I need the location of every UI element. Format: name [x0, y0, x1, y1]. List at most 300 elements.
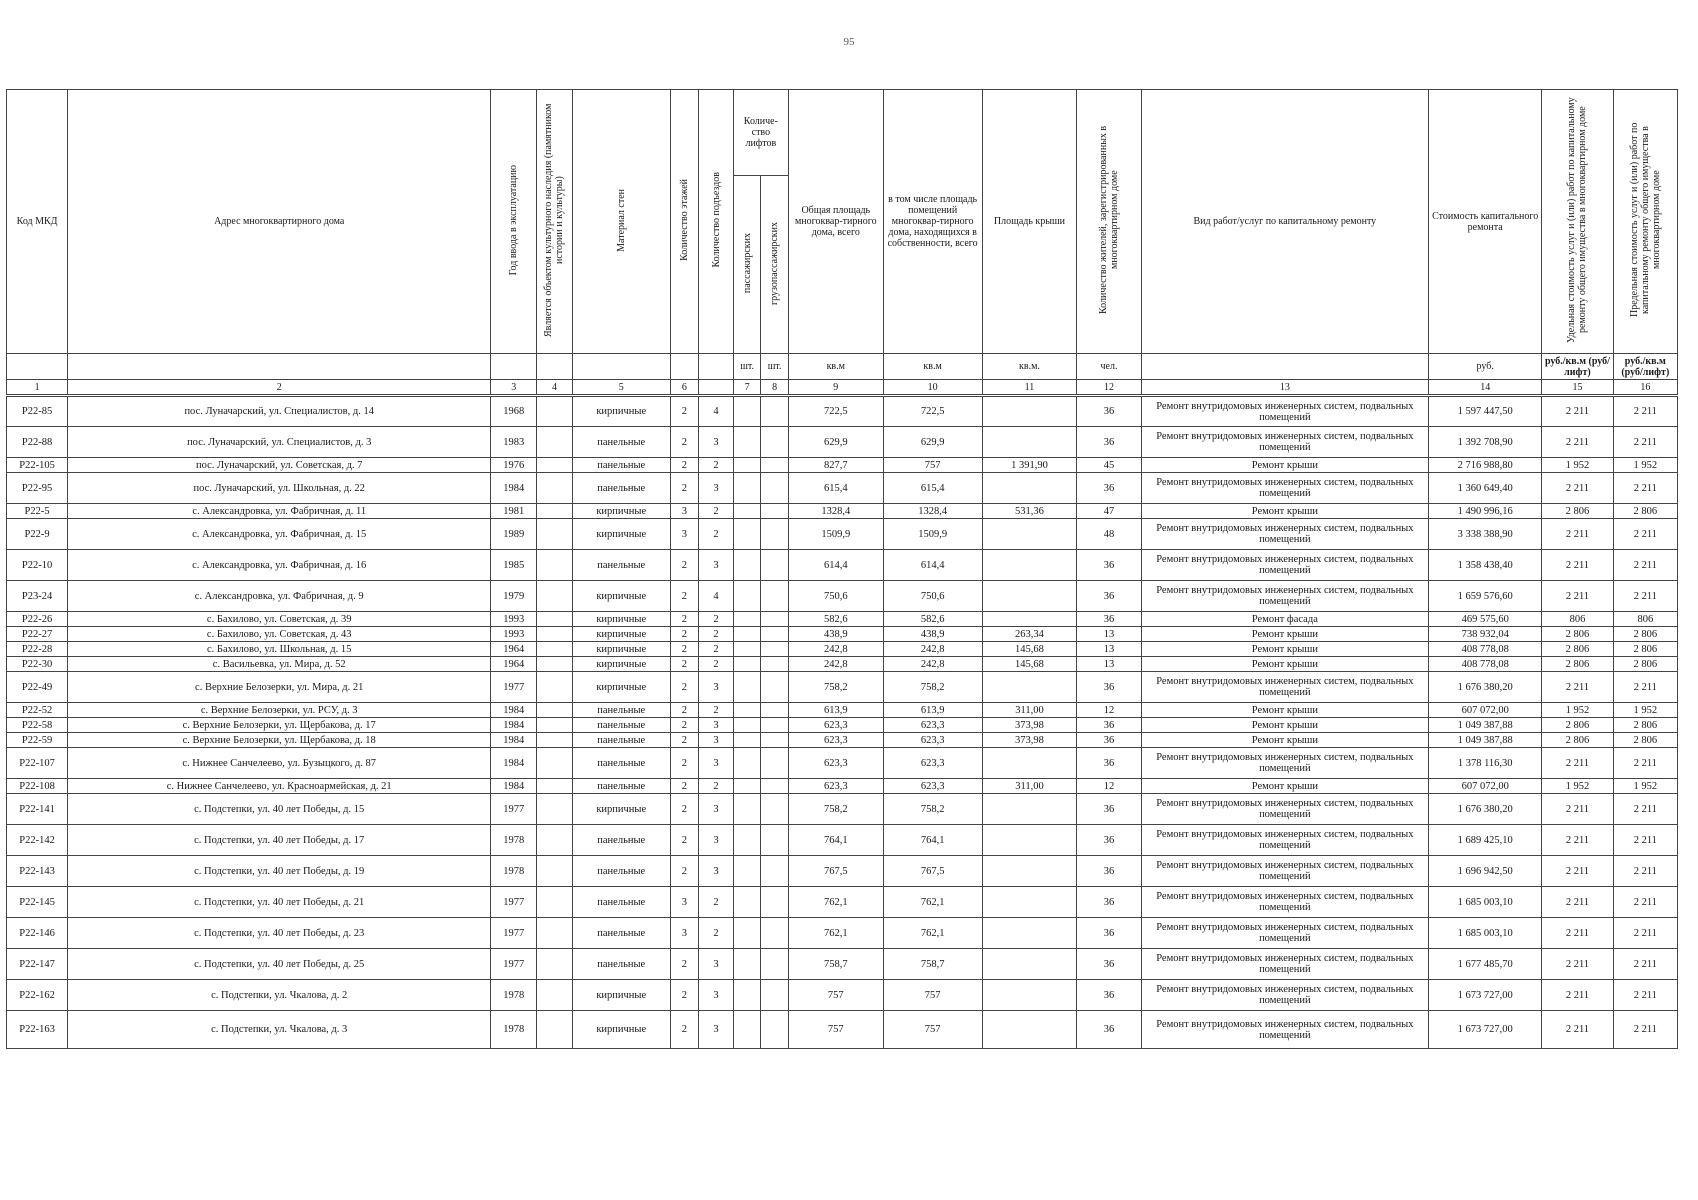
cell-cost: 607 072,00: [1429, 703, 1542, 718]
cell-address: пос. Луначарский, ул. Специалистов, д. 14: [68, 396, 491, 427]
table-row: [7, 980, 1678, 1011]
cell-code: Р22-147: [7, 949, 68, 980]
cell-residents: 12: [1077, 779, 1141, 794]
cell-unit-cost: 2 211: [1542, 794, 1613, 825]
cell-material: панельные: [572, 458, 670, 473]
table-row: [7, 473, 1678, 504]
cell-code: Р23-24: [7, 581, 68, 612]
cell-material: панельные: [572, 473, 670, 504]
cell-material: панельные: [572, 825, 670, 856]
cell-owned-area: 757: [883, 458, 982, 473]
col-number: 7: [733, 380, 761, 396]
cell-unit-cost: 2 211: [1542, 550, 1613, 581]
cell-heritage: [537, 703, 573, 718]
cell-heritage: [537, 504, 573, 519]
cell-unit-cost: 2 211: [1542, 519, 1613, 550]
cell-entrances: 3: [699, 427, 734, 458]
header-lifts-cargo: [761, 176, 789, 354]
cell-floors: 2: [670, 672, 699, 703]
cell-lifts-passenger: [733, 473, 761, 504]
cell-total-area: 242,8: [788, 657, 883, 672]
table-row: [7, 427, 1678, 458]
table-row: [7, 672, 1678, 703]
cell-code: Р22-162: [7, 980, 68, 1011]
cell-material: кирпичные: [572, 504, 670, 519]
cell-lifts-cargo: [761, 980, 789, 1011]
cell-code: Р22-52: [7, 703, 68, 718]
table-row: [7, 733, 1678, 748]
cell-lifts-cargo: [761, 733, 789, 748]
cell-entrances: 4: [699, 581, 734, 612]
cell-cost: 1 659 576,60: [1429, 581, 1542, 612]
cell-address: с. Подстепки, ул. 40 лет Победы, д. 25: [68, 949, 491, 980]
cell-floors: 3: [670, 918, 699, 949]
cell-total-area: 615,4: [788, 473, 883, 504]
unit-residents: чел.: [1077, 354, 1141, 380]
cell-code: Р22-58: [7, 718, 68, 733]
cell-heritage: [537, 733, 573, 748]
cell-year: 1985: [491, 550, 537, 581]
cell-roof-area: 531,36: [982, 504, 1077, 519]
cell-code: Р22-146: [7, 918, 68, 949]
cell-code: Р22-108: [7, 779, 68, 794]
cell-cost: 1 696 942,50: [1429, 856, 1542, 887]
cell-total-area: 827,7: [788, 458, 883, 473]
cell-cost: 738 932,04: [1429, 627, 1542, 642]
cell-lifts-cargo: [761, 473, 789, 504]
cell-unit-cost: 1 952: [1542, 779, 1613, 794]
cell-entrances: 2: [699, 627, 734, 642]
cell-lifts-cargo: [761, 672, 789, 703]
cell-lifts-cargo: [761, 396, 789, 427]
cell-lifts-cargo: [761, 519, 789, 550]
cell-floors: 2: [670, 550, 699, 581]
cell-code: Р22-95: [7, 473, 68, 504]
cell-work-type: Ремонт внутридомовых инженерных систем, подвальных помещений: [1141, 519, 1429, 550]
cell-max-cost: 2 211: [1613, 581, 1677, 612]
cell-owned-area: 623,3: [883, 718, 982, 733]
cell-roof-area: 373,98: [982, 733, 1077, 748]
cell-code: Р22-142: [7, 825, 68, 856]
header-floors: [670, 90, 699, 354]
cell-max-cost: 2 806: [1613, 657, 1677, 672]
cell-total-area: 757: [788, 1011, 883, 1049]
cell-owned-area: 438,9: [883, 627, 982, 642]
cell-address: с. Бахилово, ул. Советская, д. 43: [68, 627, 491, 642]
cell-entrances: 3: [699, 825, 734, 856]
cell-heritage: [537, 672, 573, 703]
cell-residents: 36: [1077, 887, 1141, 918]
cell-year: 1984: [491, 733, 537, 748]
cell-residents: 13: [1077, 642, 1141, 657]
cell-max-cost: 2 211: [1613, 519, 1677, 550]
cell-lifts-cargo: [761, 612, 789, 627]
cell-heritage: [537, 427, 573, 458]
cell-address: пос. Луначарский, ул. Специалистов, д. 3: [68, 427, 491, 458]
col-number: 14: [1429, 380, 1542, 396]
cell-residents: 48: [1077, 519, 1141, 550]
cell-year: 1976: [491, 458, 537, 473]
cell-unit-cost: 2 806: [1542, 733, 1613, 748]
cell-year: 1984: [491, 473, 537, 504]
cell-lifts-passenger: [733, 748, 761, 779]
cell-code: Р22-49: [7, 672, 68, 703]
cell-year: 1978: [491, 980, 537, 1011]
cell-entrances: 2: [699, 519, 734, 550]
cell-roof-area: [982, 794, 1077, 825]
cell-total-area: 623,3: [788, 779, 883, 794]
cell-owned-area: 242,8: [883, 657, 982, 672]
cell-material: панельные: [572, 718, 670, 733]
cell-total-area: 582,6: [788, 612, 883, 627]
cell-heritage: [537, 612, 573, 627]
capital-repair-table: [6, 89, 1678, 1049]
unit-cell: [7, 354, 68, 380]
cell-unit-cost: 2 211: [1542, 856, 1613, 887]
cell-work-type: Ремонт крыши: [1141, 627, 1429, 642]
cell-entrances: 2: [699, 504, 734, 519]
cell-entrances: 2: [699, 657, 734, 672]
cell-work-type: Ремонт внутридомовых инженерных систем, подвальных помещений: [1141, 672, 1429, 703]
cell-floors: 3: [670, 887, 699, 918]
cell-address: с. Нижнее Санчелеево, ул. Красноармейская, д. 21: [68, 779, 491, 794]
cell-entrances: 3: [699, 718, 734, 733]
cell-floors: 2: [670, 856, 699, 887]
cell-year: 1983: [491, 427, 537, 458]
cell-unit-cost: 2 211: [1542, 473, 1613, 504]
cell-unit-cost: 2 211: [1542, 887, 1613, 918]
cell-address: с. Бахилово, ул. Школьная, д. 15: [68, 642, 491, 657]
cell-lifts-cargo: [761, 794, 789, 825]
cell-lifts-cargo: [761, 657, 789, 672]
header-roof-area: Площадь крыши: [982, 90, 1077, 354]
cell-heritage: [537, 657, 573, 672]
header-residents-label: Количество жителей, зарегистрированных в многоквартирном доме: [1098, 125, 1120, 315]
unit-lifts-passenger: шт.: [733, 354, 761, 380]
cell-roof-area: [982, 427, 1077, 458]
cell-entrances: 3: [699, 949, 734, 980]
table-row: [7, 550, 1678, 581]
cell-lifts-passenger: [733, 703, 761, 718]
cell-material: панельные: [572, 733, 670, 748]
cell-lifts-passenger: [733, 718, 761, 733]
cell-roof-area: [982, 949, 1077, 980]
cell-lifts-passenger: [733, 918, 761, 949]
cell-max-cost: 2 211: [1613, 1011, 1677, 1049]
cell-year: 1977: [491, 794, 537, 825]
cell-max-cost: 2 211: [1613, 473, 1677, 504]
cell-total-area: 722,5: [788, 396, 883, 427]
table-row: [7, 918, 1678, 949]
cell-cost: 1 049 387,88: [1429, 733, 1542, 748]
cell-residents: 36: [1077, 825, 1141, 856]
cell-lifts-passenger: [733, 887, 761, 918]
cell-work-type: Ремонт фасада: [1141, 612, 1429, 627]
cell-max-cost: 2 211: [1613, 918, 1677, 949]
cell-address: с. Верхние Белозерки, ул. Щербакова, д. 17: [68, 718, 491, 733]
cell-entrances: 3: [699, 856, 734, 887]
col-number: 2: [68, 380, 491, 396]
cell-roof-area: 1 391,90: [982, 458, 1077, 473]
unit-cell: [670, 354, 699, 380]
cell-material: панельные: [572, 748, 670, 779]
cell-entrances: 3: [699, 1011, 734, 1049]
cell-total-area: 762,1: [788, 918, 883, 949]
col-number: 1: [7, 380, 68, 396]
cell-heritage: [537, 1011, 573, 1049]
cell-residents: 36: [1077, 718, 1141, 733]
cell-roof-area: 311,00: [982, 703, 1077, 718]
cell-unit-cost: 1 952: [1542, 703, 1613, 718]
cell-unit-cost: 2 211: [1542, 1011, 1613, 1049]
cell-address: с. Подстепки, ул. 40 лет Победы, д. 17: [68, 825, 491, 856]
cell-unit-cost: 2 806: [1542, 504, 1613, 519]
cell-owned-area: 613,9: [883, 703, 982, 718]
unit-cell: [491, 354, 537, 380]
cell-work-type: Ремонт крыши: [1141, 703, 1429, 718]
cell-residents: 36: [1077, 396, 1141, 427]
cell-floors: 2: [670, 779, 699, 794]
col-number: 6: [670, 380, 699, 396]
cell-roof-area: 145,68: [982, 657, 1077, 672]
header-entrances-label: Количество подъездов: [710, 172, 722, 268]
cell-max-cost: 1 952: [1613, 779, 1677, 794]
cell-lifts-cargo: [761, 779, 789, 794]
cell-owned-area: 623,3: [883, 733, 982, 748]
cell-floors: 2: [670, 427, 699, 458]
cell-residents: 36: [1077, 856, 1141, 887]
cell-address: с. Нижнее Санчелеево, ул. Бузыцкого, д. 87: [68, 748, 491, 779]
cell-cost: 1 378 116,30: [1429, 748, 1542, 779]
cell-address: пос. Луначарский, ул. Школьная, д. 22: [68, 473, 491, 504]
cell-work-type: Ремонт внутридомовых инженерных систем, подвальных помещений: [1141, 949, 1429, 980]
cell-total-area: 242,8: [788, 642, 883, 657]
cell-work-type: Ремонт внутридомовых инженерных систем, подвальных помещений: [1141, 794, 1429, 825]
cell-lifts-cargo: [761, 642, 789, 657]
cell-lifts-passenger: [733, 779, 761, 794]
cell-floors: 2: [670, 733, 699, 748]
cell-roof-area: [982, 672, 1077, 703]
cell-entrances: 2: [699, 703, 734, 718]
cell-material: панельные: [572, 887, 670, 918]
header-max-cost-label: Предельная стоимость услуг и (или) работ по капитальному ремонту общего имущества в многоквартирном доме: [1628, 122, 1662, 318]
cell-unit-cost: 2 211: [1542, 918, 1613, 949]
cell-lifts-passenger: [733, 458, 761, 473]
cell-entrances: 2: [699, 887, 734, 918]
cell-lifts-passenger: [733, 672, 761, 703]
table-row: [7, 458, 1678, 473]
cell-owned-area: 758,2: [883, 794, 982, 825]
cell-unit-cost: 806: [1542, 612, 1613, 627]
cell-roof-area: [982, 825, 1077, 856]
cell-entrances: 3: [699, 473, 734, 504]
cell-max-cost: 1 952: [1613, 458, 1677, 473]
cell-address: с. Подстепки, ул. Чкалова, д. 3: [68, 1011, 491, 1049]
col-number: [699, 380, 734, 396]
cell-lifts-cargo: [761, 825, 789, 856]
cell-owned-area: 758,7: [883, 949, 982, 980]
cell-address: с. Верхние Белозерки, ул. Щербакова, д. 18: [68, 733, 491, 748]
cell-work-type: Ремонт внутридомовых инженерных систем, подвальных помещений: [1141, 748, 1429, 779]
cell-heritage: [537, 825, 573, 856]
table-row: [7, 779, 1678, 794]
cell-total-area: 623,3: [788, 748, 883, 779]
header-residents: [1077, 90, 1141, 354]
cell-year: 1964: [491, 657, 537, 672]
cell-year: 1989: [491, 519, 537, 550]
cell-unit-cost: 2 211: [1542, 672, 1613, 703]
cell-address: с. Александровка, ул. Фабричная, д. 15: [68, 519, 491, 550]
cell-residents: 12: [1077, 703, 1141, 718]
cell-max-cost: 2 211: [1613, 748, 1677, 779]
cell-entrances: 3: [699, 672, 734, 703]
cell-material: панельные: [572, 949, 670, 980]
cell-lifts-cargo: [761, 581, 789, 612]
cell-lifts-passenger: [733, 949, 761, 980]
col-number: 13: [1141, 380, 1429, 396]
header-total-area: Общая площадь многоквар-тирного дома, всего: [788, 90, 883, 354]
cell-lifts-cargo: [761, 504, 789, 519]
page-number: 95: [843, 36, 855, 48]
cell-floors: 2: [670, 581, 699, 612]
cell-owned-area: 1328,4: [883, 504, 982, 519]
cell-lifts-cargo: [761, 627, 789, 642]
cell-material: кирпичные: [572, 657, 670, 672]
cell-address: с. Васильевка, ул. Мира, д. 52: [68, 657, 491, 672]
header-floors-label: Количество этажей: [678, 179, 690, 261]
col-number: 8: [761, 380, 789, 396]
cell-code: Р22-143: [7, 856, 68, 887]
cell-lifts-cargo: [761, 703, 789, 718]
unit-total-area: кв.м: [788, 354, 883, 380]
cell-material: панельные: [572, 779, 670, 794]
cell-total-area: 613,9: [788, 703, 883, 718]
cell-code: Р22-28: [7, 642, 68, 657]
cell-entrances: 3: [699, 980, 734, 1011]
cell-material: кирпичные: [572, 519, 670, 550]
cell-cost: 1 490 996,16: [1429, 504, 1542, 519]
table-row: [7, 856, 1678, 887]
cell-cost: 607 072,00: [1429, 779, 1542, 794]
unit-lifts-cargo: шт.: [761, 354, 789, 380]
col-number: 15: [1542, 380, 1613, 396]
cell-max-cost: 2 211: [1613, 949, 1677, 980]
cell-work-type: Ремонт внутридомовых инженерных систем, подвальных помещений: [1141, 980, 1429, 1011]
cell-material: кирпичные: [572, 627, 670, 642]
cell-residents: 36: [1077, 550, 1141, 581]
cell-owned-area: 623,3: [883, 779, 982, 794]
cell-cost: 408 778,08: [1429, 642, 1542, 657]
cell-unit-cost: 2 211: [1542, 825, 1613, 856]
cell-owned-area: 242,8: [883, 642, 982, 657]
header-year: [491, 90, 537, 354]
cell-unit-cost: 2 211: [1542, 396, 1613, 427]
cell-total-area: 623,3: [788, 733, 883, 748]
cell-floors: 2: [670, 718, 699, 733]
cell-floors: 2: [670, 627, 699, 642]
cell-entrances: 3: [699, 733, 734, 748]
table-row: [7, 794, 1678, 825]
cell-max-cost: 2 211: [1613, 396, 1677, 427]
cell-residents: 36: [1077, 612, 1141, 627]
cell-residents: 36: [1077, 672, 1141, 703]
cell-owned-area: 767,5: [883, 856, 982, 887]
cell-cost: 1 597 447,50: [1429, 396, 1542, 427]
col-number: 3: [491, 380, 537, 396]
cell-heritage: [537, 396, 573, 427]
cell-work-type: Ремонт крыши: [1141, 657, 1429, 672]
cell-roof-area: [982, 612, 1077, 627]
table-row: [7, 504, 1678, 519]
col-number: 5: [572, 380, 670, 396]
cell-address: с. Подстепки, ул. Чкалова, д. 2: [68, 980, 491, 1011]
cell-material: панельные: [572, 856, 670, 887]
cell-year: 1964: [491, 642, 537, 657]
cell-max-cost: 1 952: [1613, 703, 1677, 718]
header-material: [572, 90, 670, 354]
cell-heritage: [537, 519, 573, 550]
cell-entrances: 2: [699, 779, 734, 794]
cell-heritage: [537, 473, 573, 504]
cell-code: Р22-107: [7, 748, 68, 779]
cell-unit-cost: 2 211: [1542, 980, 1613, 1011]
cell-lifts-passenger: [733, 642, 761, 657]
cell-work-type: Ремонт внутридомовых инженерных систем, подвальных помещений: [1141, 581, 1429, 612]
cell-owned-area: 722,5: [883, 396, 982, 427]
cell-residents: 45: [1077, 458, 1141, 473]
cell-unit-cost: 2 211: [1542, 581, 1613, 612]
cell-floors: 2: [670, 642, 699, 657]
header-year-label: Год ввода в эксплуатацию: [508, 164, 520, 276]
cell-roof-area: [982, 519, 1077, 550]
cell-unit-cost: 2 806: [1542, 642, 1613, 657]
table-row: [7, 657, 1678, 672]
cell-code: Р22-59: [7, 733, 68, 748]
header-lifts-cargo-label: грузопассажирских: [769, 221, 781, 305]
cell-max-cost: 2 211: [1613, 794, 1677, 825]
table-row: [7, 748, 1678, 779]
cell-material: кирпичные: [572, 642, 670, 657]
unit-cost: руб.: [1429, 354, 1542, 380]
unit-cell: [68, 354, 491, 380]
cell-heritage: [537, 856, 573, 887]
table-row: [7, 581, 1678, 612]
cell-entrances: 3: [699, 748, 734, 779]
cell-roof-area: [982, 1011, 1077, 1049]
cell-roof-area: [982, 396, 1077, 427]
cell-year: 1993: [491, 612, 537, 627]
cell-residents: 36: [1077, 581, 1141, 612]
cell-cost: 469 575,60: [1429, 612, 1542, 627]
unit-max-cost: руб./кв.м (руб/лифт): [1613, 354, 1677, 380]
cell-owned-area: 623,3: [883, 748, 982, 779]
header-work-type: Вид работ/услуг по капитальному ремонту: [1141, 90, 1429, 354]
cell-lifts-cargo: [761, 918, 789, 949]
cell-unit-cost: 2 211: [1542, 427, 1613, 458]
cell-total-area: 614,4: [788, 550, 883, 581]
cell-material: кирпичные: [572, 794, 670, 825]
cell-code: Р22-30: [7, 657, 68, 672]
cell-year: 1984: [491, 748, 537, 779]
col-number: 11: [982, 380, 1077, 396]
cell-work-type: Ремонт крыши: [1141, 642, 1429, 657]
cell-work-type: Ремонт крыши: [1141, 779, 1429, 794]
cell-heritage: [537, 581, 573, 612]
header-heritage: [537, 90, 573, 354]
cell-material: кирпичные: [572, 396, 670, 427]
cell-work-type: Ремонт внутридомовых инженерных систем, подвальных помещений: [1141, 856, 1429, 887]
cell-roof-area: [982, 473, 1077, 504]
